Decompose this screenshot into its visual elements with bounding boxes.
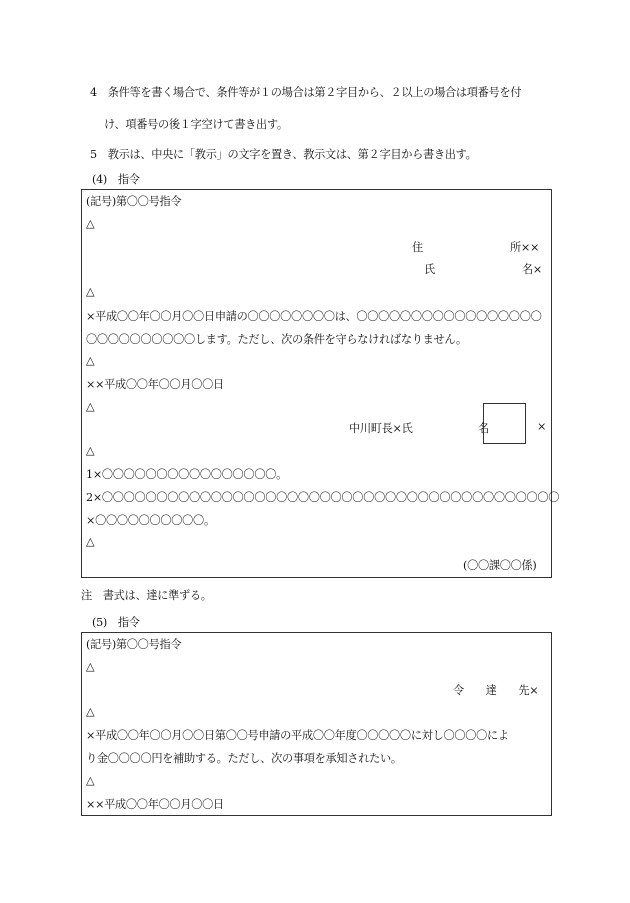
- section-4-triangle-2: △: [86, 285, 95, 298]
- section-5-triangle-2: △: [86, 705, 95, 718]
- section-4-triangle-6: △: [86, 535, 95, 548]
- section-4-address-label: 住 所××: [412, 241, 540, 254]
- section-4-condition-1: 1×〇〇〇〇〇〇〇〇〇〇〇〇〇〇〇〇。: [86, 468, 287, 481]
- note-after-section-4: 注 書式は、達に準ずる。: [81, 589, 212, 602]
- section-4-date: ××平成〇〇年〇〇月〇〇日: [86, 378, 224, 391]
- section-4-body-line-2: 〇〇〇〇〇〇〇〇〇〇します。ただし、次の条件を守らなければなりません。: [86, 333, 467, 346]
- section-4-heading: (4) 指令: [92, 173, 140, 186]
- section-4-triangle-5: △: [86, 444, 95, 457]
- section-5-body-line-2: り金〇〇〇〇円を補助する。ただし、次の事項を承知されたい。: [86, 752, 402, 765]
- seal-box: [483, 403, 526, 444]
- section-4-condition-2-line-1: 2×〇〇〇〇〇〇〇〇〇〇〇〇〇〇〇〇〇〇〇〇〇〇〇〇〇〇〇〇〇〇〇〇〇〇〇〇〇〇〇〇〇〇: [86, 491, 560, 504]
- section-5-date: ××平成〇〇年〇〇月〇〇日: [86, 798, 224, 811]
- section-4-signer-name: 名: [478, 422, 489, 435]
- section-4-signer-tail: ×: [537, 420, 547, 433]
- section-4-triangle-1: △: [86, 217, 95, 230]
- section-5-triangle-1: △: [86, 660, 95, 673]
- section-4-body-line-1: ×平成〇〇年〇〇月〇〇日申請の〇〇〇〇〇〇〇〇は、〇〇〇〇〇〇〇〇〇〇〇〇〇〇〇〇〇: [86, 310, 542, 323]
- section-4-name-label: 氏 名×: [424, 263, 542, 276]
- section-5-recipient: 令 達 先×: [453, 684, 539, 697]
- section-4-condition-2-line-2: ×〇〇〇〇〇〇〇〇〇〇。: [86, 514, 215, 527]
- section-5-heading: (5) 指令: [92, 616, 140, 629]
- note-4-line-1: 4 条件等を書く場合で、条件等が１の場合は第２字目から、２以上の場合は項番号を付: [90, 86, 522, 99]
- section-5-body-line-1: ×平成〇〇年〇〇月〇〇日第〇〇号申請の平成〇〇年度〇〇〇〇〇に対し〇〇〇〇によ: [86, 729, 509, 742]
- section-5-triangle-3: △: [86, 774, 95, 787]
- section-4-department: (〇〇課〇〇係): [463, 559, 537, 572]
- section-5-doc-number: (記号)第〇〇号指令: [86, 638, 182, 651]
- section-5-form-box: [81, 632, 552, 816]
- section-4-signer: 中川町長×氏: [349, 422, 413, 435]
- note-5: 5 教示は、中央に「教示」の文字を置き、教示文は、第２字目から書き出す。: [90, 148, 477, 161]
- section-4-triangle-4: △: [86, 400, 95, 413]
- section-4-doc-number: (記号)第〇〇号指令: [86, 195, 182, 208]
- section-4-triangle-3: △: [86, 354, 95, 367]
- note-4-line-2: け、項番号の後１字空けて書き出す。: [104, 118, 288, 131]
